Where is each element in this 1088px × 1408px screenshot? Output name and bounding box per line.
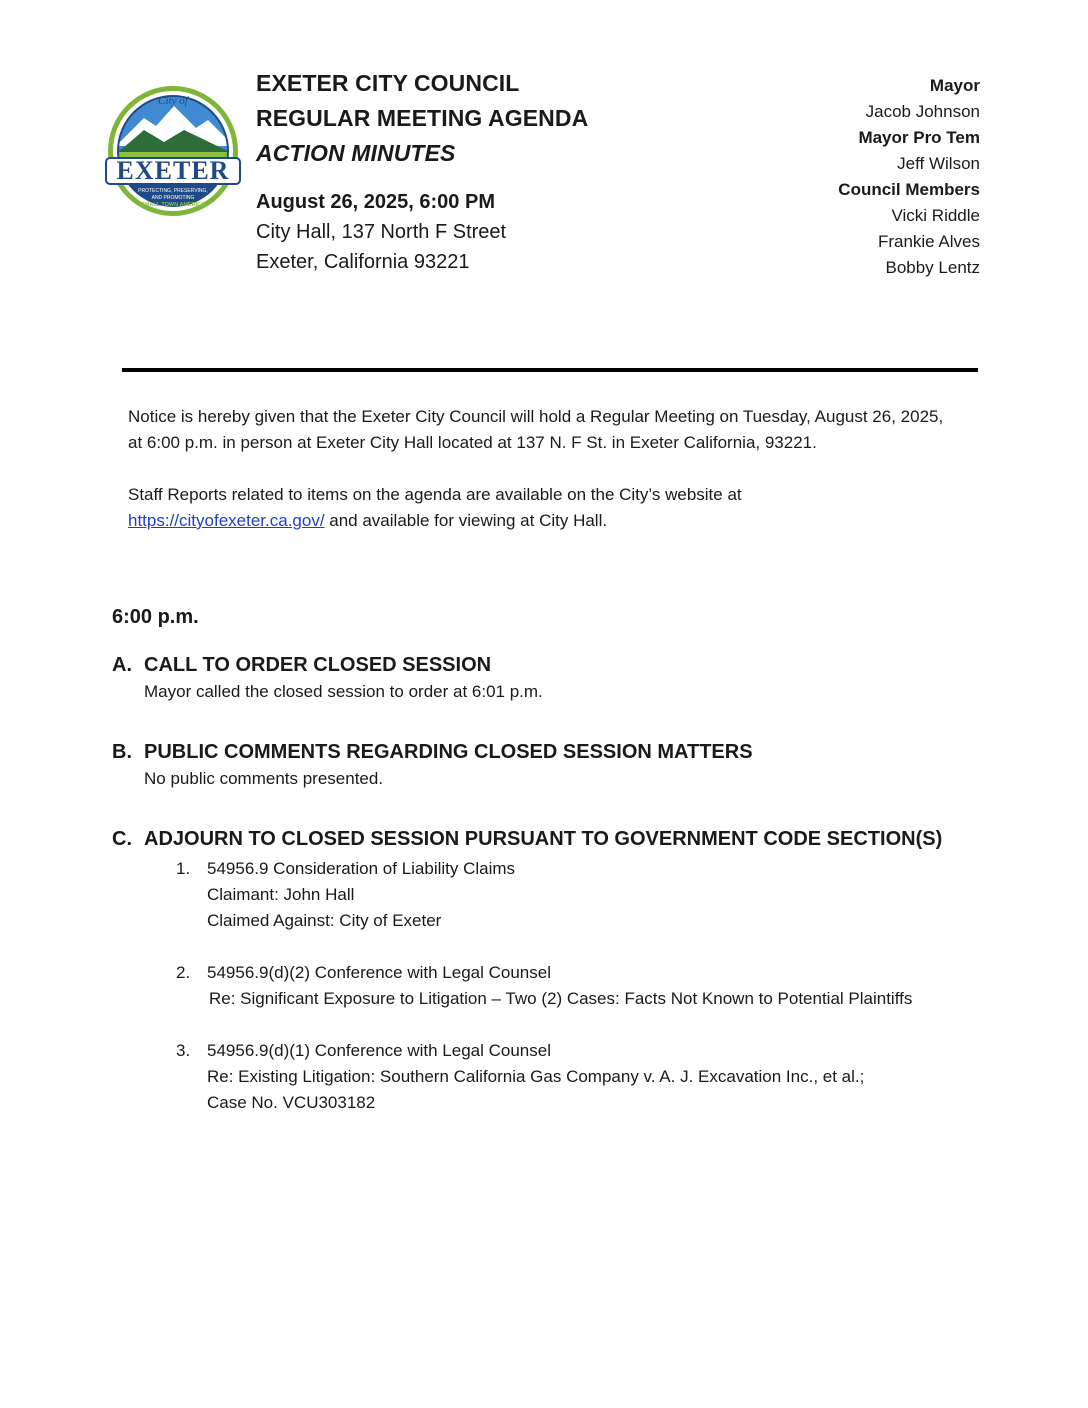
- svg-text:SMALL TOWN AMERICA: SMALL TOWN AMERICA: [140, 202, 206, 208]
- notice-text: [128, 404, 948, 534]
- staff-reports-paragraph: Staff Reports related to items on the agenda are available on the City’s website at https://cityofexeter.ca.gov/ and available for viewing at City Hall.: [128, 485, 742, 530]
- pro-tem-name: Jeff Wilson: [897, 154, 980, 173]
- logo-name: EXETER: [116, 156, 230, 185]
- svg-text:AND PROMOTING: AND PROMOTING: [151, 195, 195, 201]
- city-logo: [104, 84, 242, 218]
- section-b: [112, 738, 992, 792]
- council-roster: [838, 73, 980, 281]
- logo-top-text: City of: [158, 95, 188, 107]
- section-body: Mayor called the closed session to order at 6:01 p.m.: [144, 682, 543, 701]
- list-item: 1. 54956.9 Consideration of Liability Claims Claimant: John Hall Claimed Against: City of Exeter: [176, 859, 516, 930]
- section-heading: C. ADJOURN TO CLOSED SESSION PURSUANT TO GOVERNMENT CODE SECTION(S): [112, 828, 943, 850]
- section-c: [112, 825, 992, 853]
- mayor-label: Mayor: [929, 76, 980, 95]
- agenda-title: REGULAR MEETING AGENDA: [256, 105, 589, 131]
- section-a: [112, 651, 992, 705]
- list-item: 2. 54956.9(d)(2) Conference with Legal Counsel Re: Significant Exposure to Litigation – Two (2) Cases: Facts Not Known to Potential Plaintiffs: [176, 963, 913, 1008]
- member-name: Vicki Riddle: [891, 206, 980, 225]
- members-label: Council Members: [838, 180, 980, 199]
- closed-session-items: [176, 856, 976, 1116]
- section-heading: A. CALL TO ORDER CLOSED SESSION: [112, 654, 492, 676]
- mayor-name: Jacob Johnson: [865, 102, 980, 121]
- section-body: No public comments presented.: [144, 769, 384, 788]
- list-item: 3. 54956.9(d)(1) Conference with Legal Counsel Re: Existing Litigation: Southern California Gas Company v. A. J. Excavation Inc., et al.; Case No. VCU303182: [176, 1041, 865, 1112]
- time-heading: 6:00 p.m.: [112, 606, 199, 628]
- address-line-2: Exeter, California 93221: [256, 251, 470, 273]
- minutes-title: ACTION MINUTES: [256, 140, 456, 166]
- pro-tem-label: Mayor Pro Tem: [858, 128, 980, 147]
- notice-paragraph: Notice is hereby given that the Exeter City Council will hold a Regular Meeting on Tuesday, August 26, 2025, at 6:00 p.m. in person at Exeter City Hall located at 137 N. F St. in Exeter California, 93221.: [128, 407, 944, 452]
- svg-text:PROTECTING, PRESERVING,: PROTECTING, PRESERVING,: [138, 188, 208, 194]
- address-line-1: City Hall, 137 North F Street: [256, 221, 507, 243]
- header-divider: [122, 368, 978, 372]
- member-name: Frankie Alves: [877, 232, 980, 251]
- meeting-date: August 26, 2025, 6:00 PM: [256, 191, 495, 213]
- city-website-link[interactable]: https://cityofexeter.ca.gov/: [128, 511, 325, 530]
- council-title: EXETER CITY COUNCIL: [256, 70, 520, 96]
- header-title-block: [256, 66, 588, 277]
- section-heading: B. PUBLIC COMMENTS REGARDING CLOSED SESSION MATTERS: [112, 741, 753, 763]
- member-name: Bobby Lentz: [885, 258, 980, 277]
